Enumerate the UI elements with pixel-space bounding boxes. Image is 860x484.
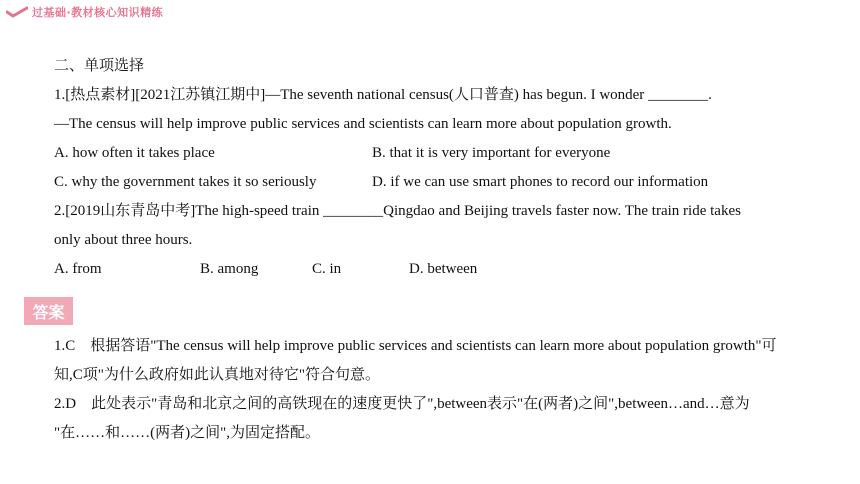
question-2-option-b: B. among bbox=[200, 261, 259, 277]
question-1-prefix: 1.[热点素材][2021江苏镇江期中]—The seventh national census(人口普查) has begun. I wonder bbox=[54, 87, 649, 103]
question-1-stem bbox=[54, 85, 712, 105]
answer-2-line-1: 2.D 此处表示"青岛和北京之间的高铁现在的速度更快了",between表示"在(两者)之间",between…and…意为 bbox=[54, 396, 750, 412]
question-2-prefix: 2.[2019山东青岛中考]The high-speed train bbox=[54, 203, 324, 219]
question-1-option-a: A. how often it takes place bbox=[54, 145, 215, 161]
question-1-option-b: B. that it is very important for everyone bbox=[372, 145, 611, 161]
question-1-dialogue: —The census will help improve public services and scientists can learn more about population growth. bbox=[54, 116, 672, 132]
question-2-blank: ________ bbox=[323, 203, 384, 219]
header-title: 过基础·教材核心知识精练 bbox=[32, 6, 164, 19]
header-banner bbox=[6, 4, 163, 20]
question-1-blank: ________ bbox=[648, 87, 709, 103]
question-2-option-d: D. between bbox=[409, 261, 478, 277]
answer-2-line-2: "在……和……(两者)之间",为固定搭配。 bbox=[54, 425, 320, 441]
question-2-stem bbox=[54, 201, 741, 221]
question-1-option-c: C. why the government takes it so seriously bbox=[54, 174, 317, 190]
checkmark-icon bbox=[6, 6, 28, 18]
answer-1-line-2: 知,C项"为什么政府如此认真地对待它"符合句意。 bbox=[54, 367, 381, 383]
question-2-option-c: C. in bbox=[312, 261, 342, 277]
question-2-suffix: Qingdao and Beijing travels faster now. The train ride takes bbox=[383, 203, 741, 219]
question-1-option-d: D. if we can use smart phones to record our information bbox=[372, 174, 709, 190]
question-2-option-a: A. from bbox=[54, 261, 102, 277]
question-1-suffix: . bbox=[708, 87, 712, 103]
answer-badge: 答案 bbox=[24, 297, 73, 325]
question-2-continuation: only about three hours. bbox=[54, 232, 193, 248]
answer-1-line-1: 1.C 根据答语"The census will help improve public services and scientists can learn more about population growth"可 bbox=[54, 338, 777, 354]
section-title: 二、单项选择 bbox=[54, 56, 145, 74]
